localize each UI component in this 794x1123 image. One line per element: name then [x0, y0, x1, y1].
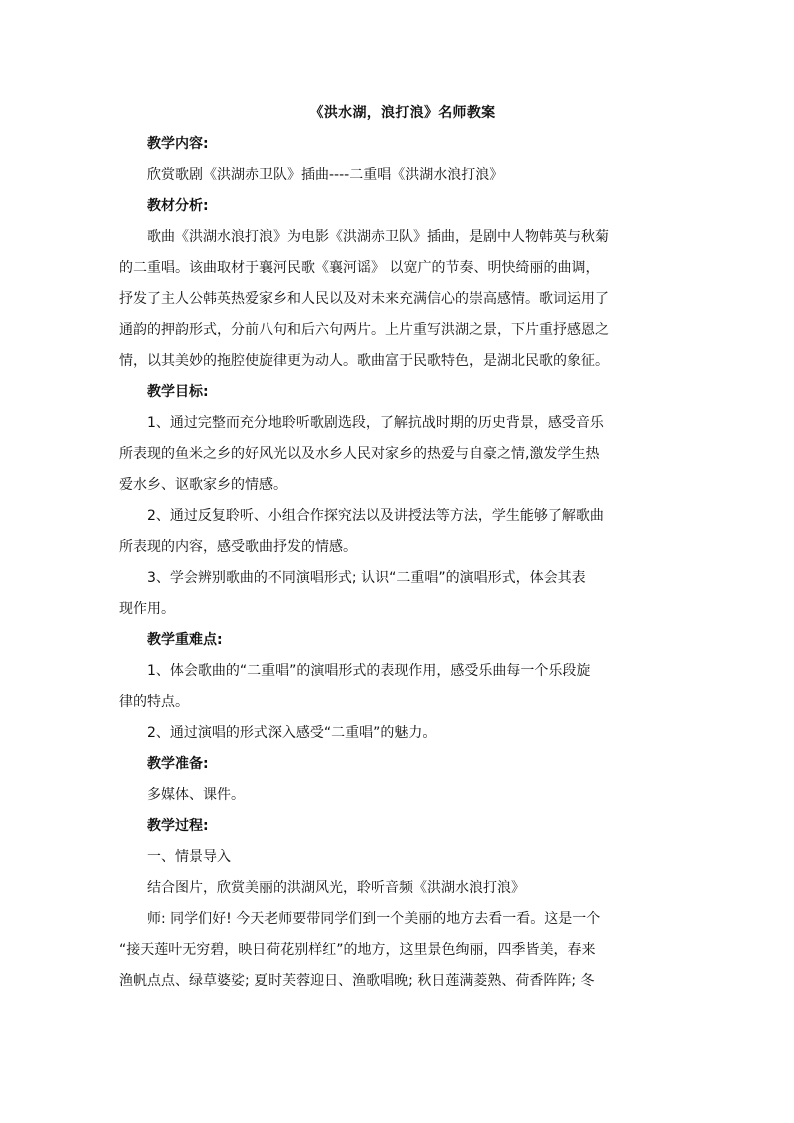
- section-heading: 教材分析:: [147, 198, 209, 214]
- text-line: 的二重唱。该曲取材于襄河民歌《襄河谣》 以宽广的节奏、明快绮丽的曲调，: [119, 260, 600, 276]
- text-line: “接天莲叶无穷碧，映日荷花别样红”的地方，这里景色绚丽，四季皆美，春来: [119, 942, 596, 958]
- text-line: 所表现的内容，感受歌曲抒发的情感。: [119, 539, 357, 555]
- text-line: 歌曲《洪湖水浪打浪》为电影《洪湖赤卫队》插曲，是剧中人物韩英与秋菊: [147, 229, 609, 245]
- text-line: 抒发了主人公韩英热爱家乡和人民以及对未来充满信心的崇高感情。歌词运用了: [119, 291, 609, 307]
- text-line: 3、学会辨别歌曲的不同演唱形式; 认识“二重唱”的演唱形式，体会其表: [147, 570, 586, 586]
- text-line: 通韵的押韵形式，分前八句和后六句两片。上片重写洪湖之景，下片重抒感恩之: [119, 322, 609, 338]
- text-line: 爱水乡、讴歌家乡的情感。: [119, 477, 287, 493]
- body-text: [119, 129, 686, 997]
- page-title: 《洪水湖，浪打浪》名师教案: [309, 105, 496, 121]
- text-line: 2、通过反复聆听、小组合作探究法以及讲授法等方法，学生能够了解歌曲: [147, 508, 604, 524]
- section-heading: 教学重难点:: [147, 632, 223, 648]
- text-line: 现作用。: [119, 601, 175, 617]
- text-line: 欣赏歌剧《洪湖赤卫队》插曲----二重唱《洪湖水浪打浪》: [147, 167, 504, 183]
- text-line: 所表现的鱼米之乡的好风光以及水乡人民对家乡的热爱与自豪之情,激发学生热: [119, 446, 600, 462]
- text-line: 渔帆点点、绿草婆娑; 夏时芙蓉迎日、渔歌唱晚; 秋日莲满菱熟、荷香阵阵; 冬: [119, 973, 595, 989]
- text-line: 多媒体、课件。: [147, 787, 245, 803]
- section-heading: 教学准备:: [147, 756, 209, 772]
- text-line: 结合图片，欣赏美丽的洪湖风光，聆听音频《洪湖水浪打浪》: [147, 880, 525, 896]
- text-line: 情，以其美妙的拖腔使旋律更为动人。歌曲富于民歌特色，是湖北民歌的象征。: [119, 353, 609, 369]
- section-heading: 教学目标:: [147, 384, 209, 400]
- text-line: 1、体会歌曲的“二重唱”的演唱形式的表现作用，感受乐曲每一个乐段旋: [147, 663, 591, 679]
- section-heading: 教学过程:: [147, 818, 209, 834]
- document-content: [119, 98, 686, 997]
- text-line: 一、情景导入: [147, 849, 231, 865]
- text-line: 1、通过完整而充分地聆听歌剧选段，了解抗战时期的历史背景，感受音乐: [147, 415, 604, 431]
- text-line: 师: 同学们好! 今天老师要带同学们到一个美丽的地方去看一看。这是一个: [147, 911, 601, 927]
- section-heading: 教学内容:: [147, 136, 209, 152]
- text-line: 律的特点。: [119, 694, 189, 710]
- text-line: 2、通过演唱的形式深入感受“二重唱”的魅力。: [147, 725, 437, 741]
